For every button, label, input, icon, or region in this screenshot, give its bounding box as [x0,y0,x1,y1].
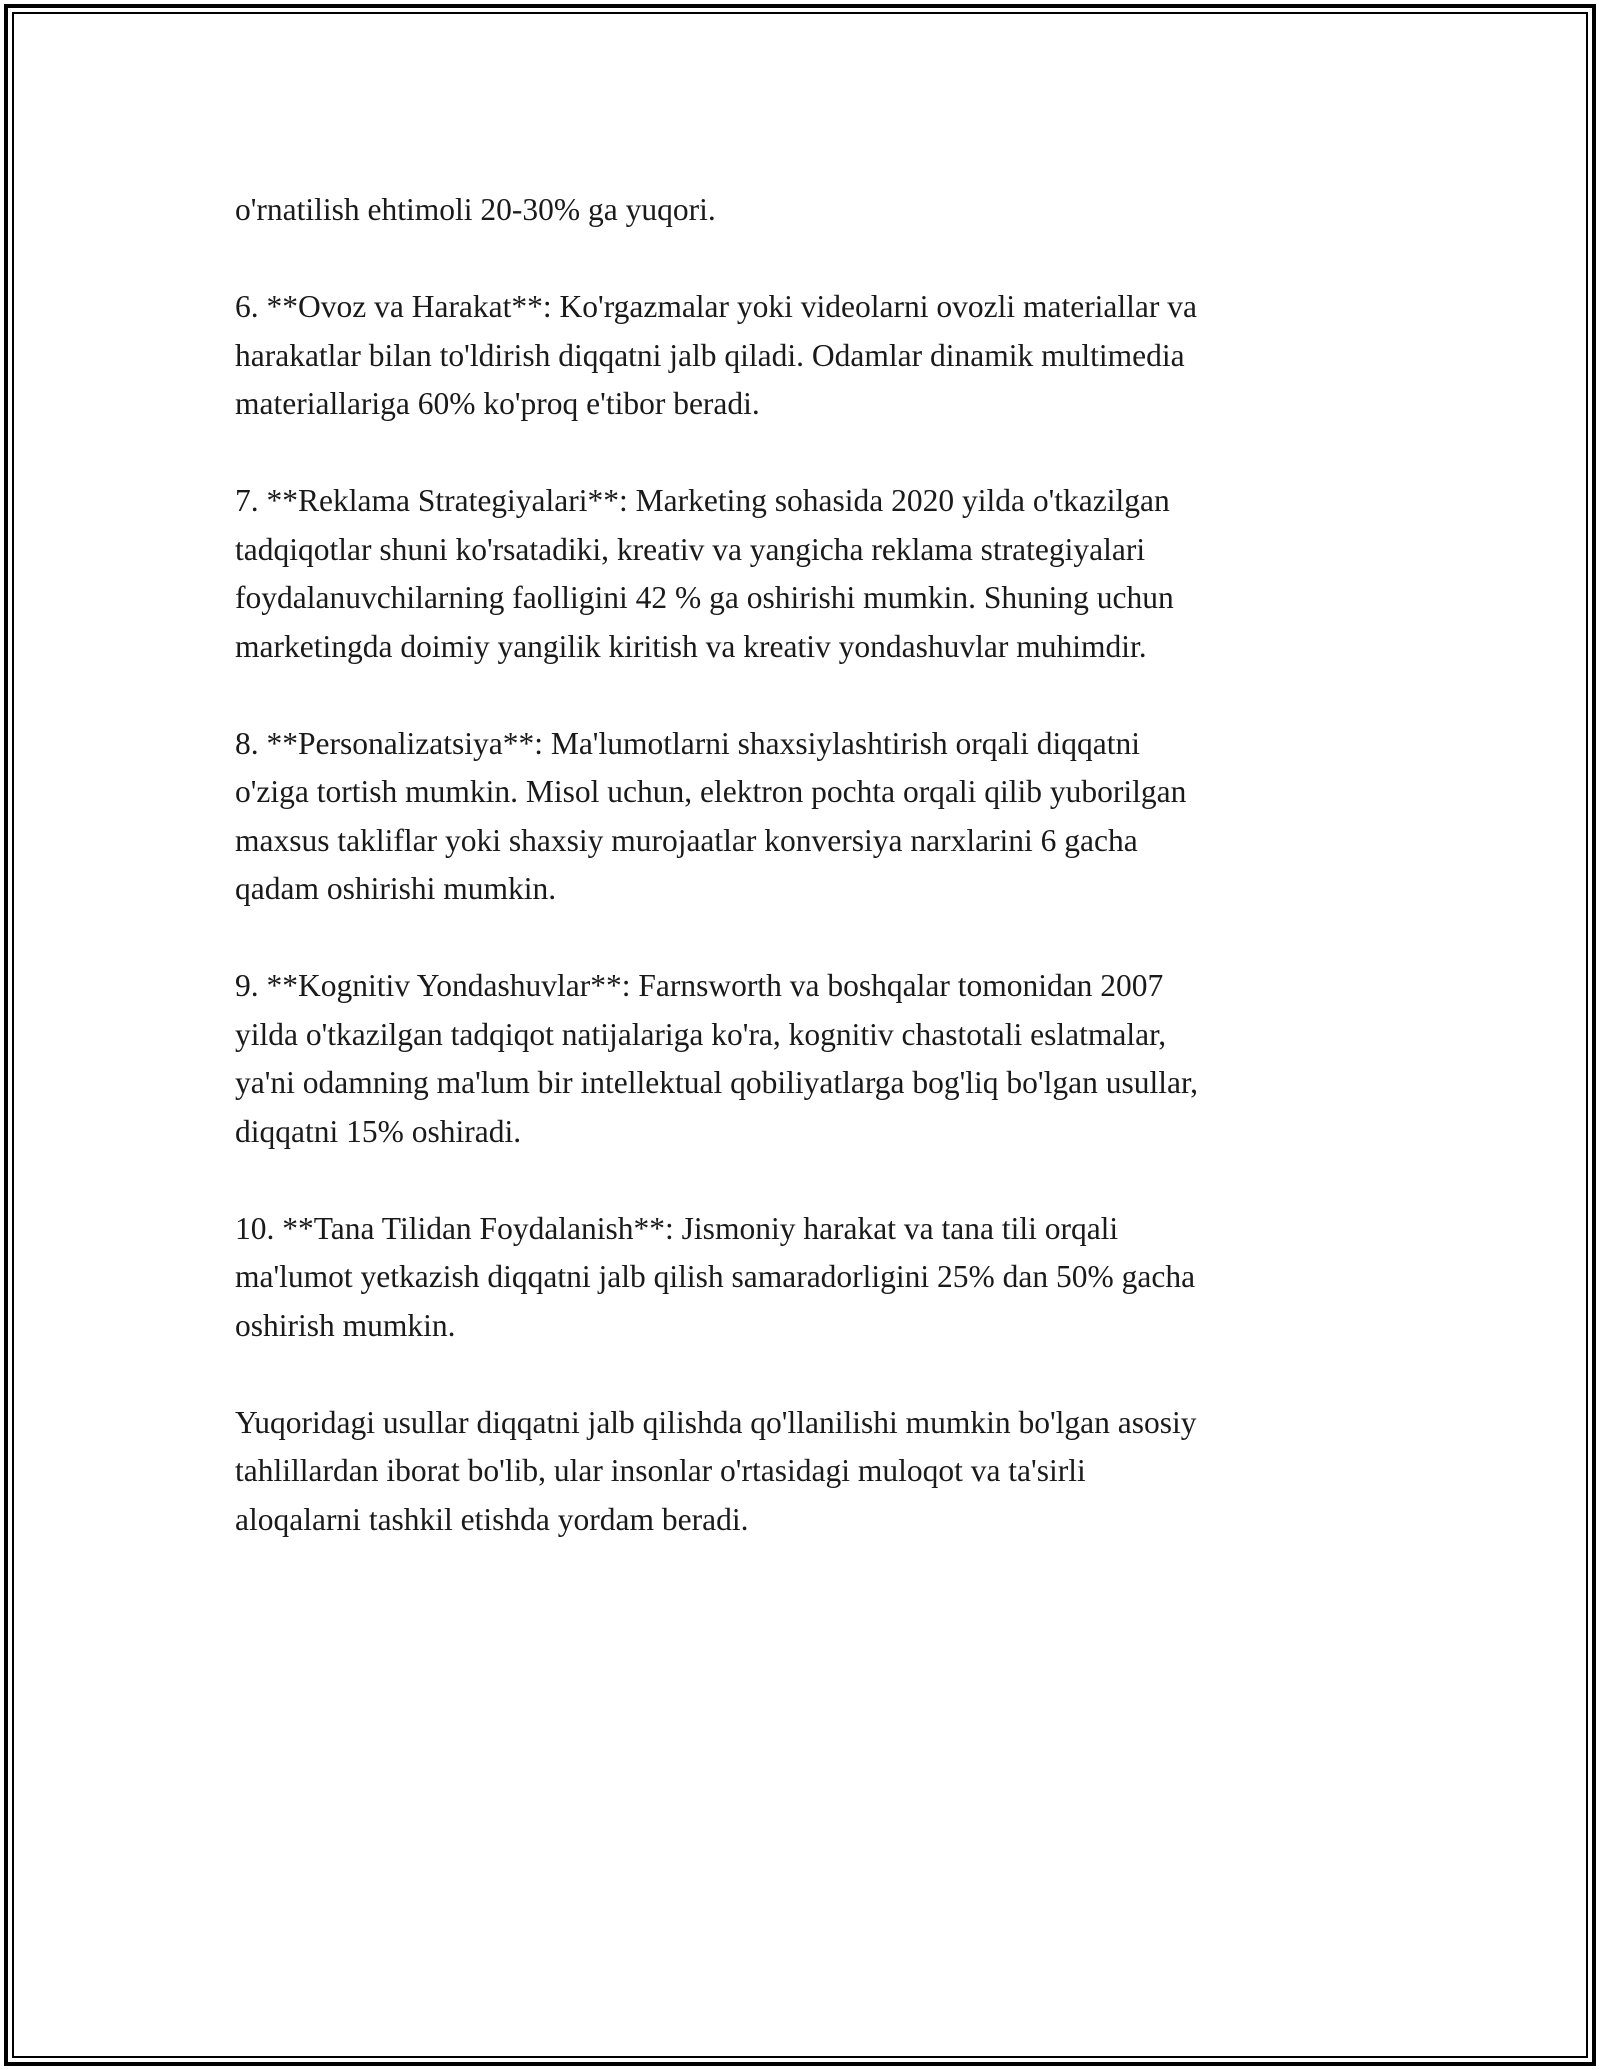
paragraph-item-7: 7. **Reklama Strategiyalari**: Marketing sohasida 2020 yilda o'tkazilgan tadqiqotlar shuni ko'rsatadiki, kreativ va yangicha reklama strategiyalari foydalanuvchilarning faolligini 42 % ga oshirishi mumkin. Shuning uchun marketingda doimiy yangilik kiritish va kreativ yondashuvlar muhimdir. [235,483,1174,664]
paragraph-item-9: 9. **Kognitiv Yondashuvlar**: Farnsworth va boshqalar tomonidan 2007 yilda o'tkazilgan tadqiqot natijalariga ko'ra, kognitiv chastotali eslatmalar, ya'ni odamning ma'lum bir intellektual qobiliyatlarga bog'liq bo'lgan usullar, diqqatni 15% oshiradi. [235,968,1199,1149]
paragraph-conclusion: Yuqoridagi usullar diqqatni jalb qilishda qo'llanilishi mumkin bo'lgan asosiy tahlillardan iborat bo'lib, ular insonlar o'rtasidagi muloqot va ta'sirli aloqalarni tashkil etishda yordam beradi. [235,1404,1197,1537]
paragraph-item-6: 6. **Ovoz va Harakat**: Ko'rgazmalar yoki videolarni ovozli materiallar va harakatlar bilan to'ldirish diqqatni jalb qiladi. Odamlar dinamik multimedia materiallariga 60% ko'proq e'tibor beradi. [235,289,1197,421]
paragraph-continuation: o'rnatilish ehtimoli 20-30% ga yuqori. [235,192,716,227]
paragraph-item-8: 8. **Personalizatsiya**: Ma'lumotlarni shaxsiylashtirish orqali diqqatni o'ziga tortish mumkin. Misol uchun, elektron pochta orqali qilib yuborilgan maxsus takliflar yoki shaxsiy murojaatlar konversiya narxlarini 6 gacha qadam oshirishi mumkin. [235,725,1187,906]
paragraph-item-10: 10. **Tana Tilidan Foydalanish**: Jismoniy harakat va tana tili orqali ma'lumot yetkazish diqqatni jalb qilish samaradorligini 25% dan 50% gacha oshirish mumkin. [235,1210,1196,1343]
document-body [235,186,1385,1593]
